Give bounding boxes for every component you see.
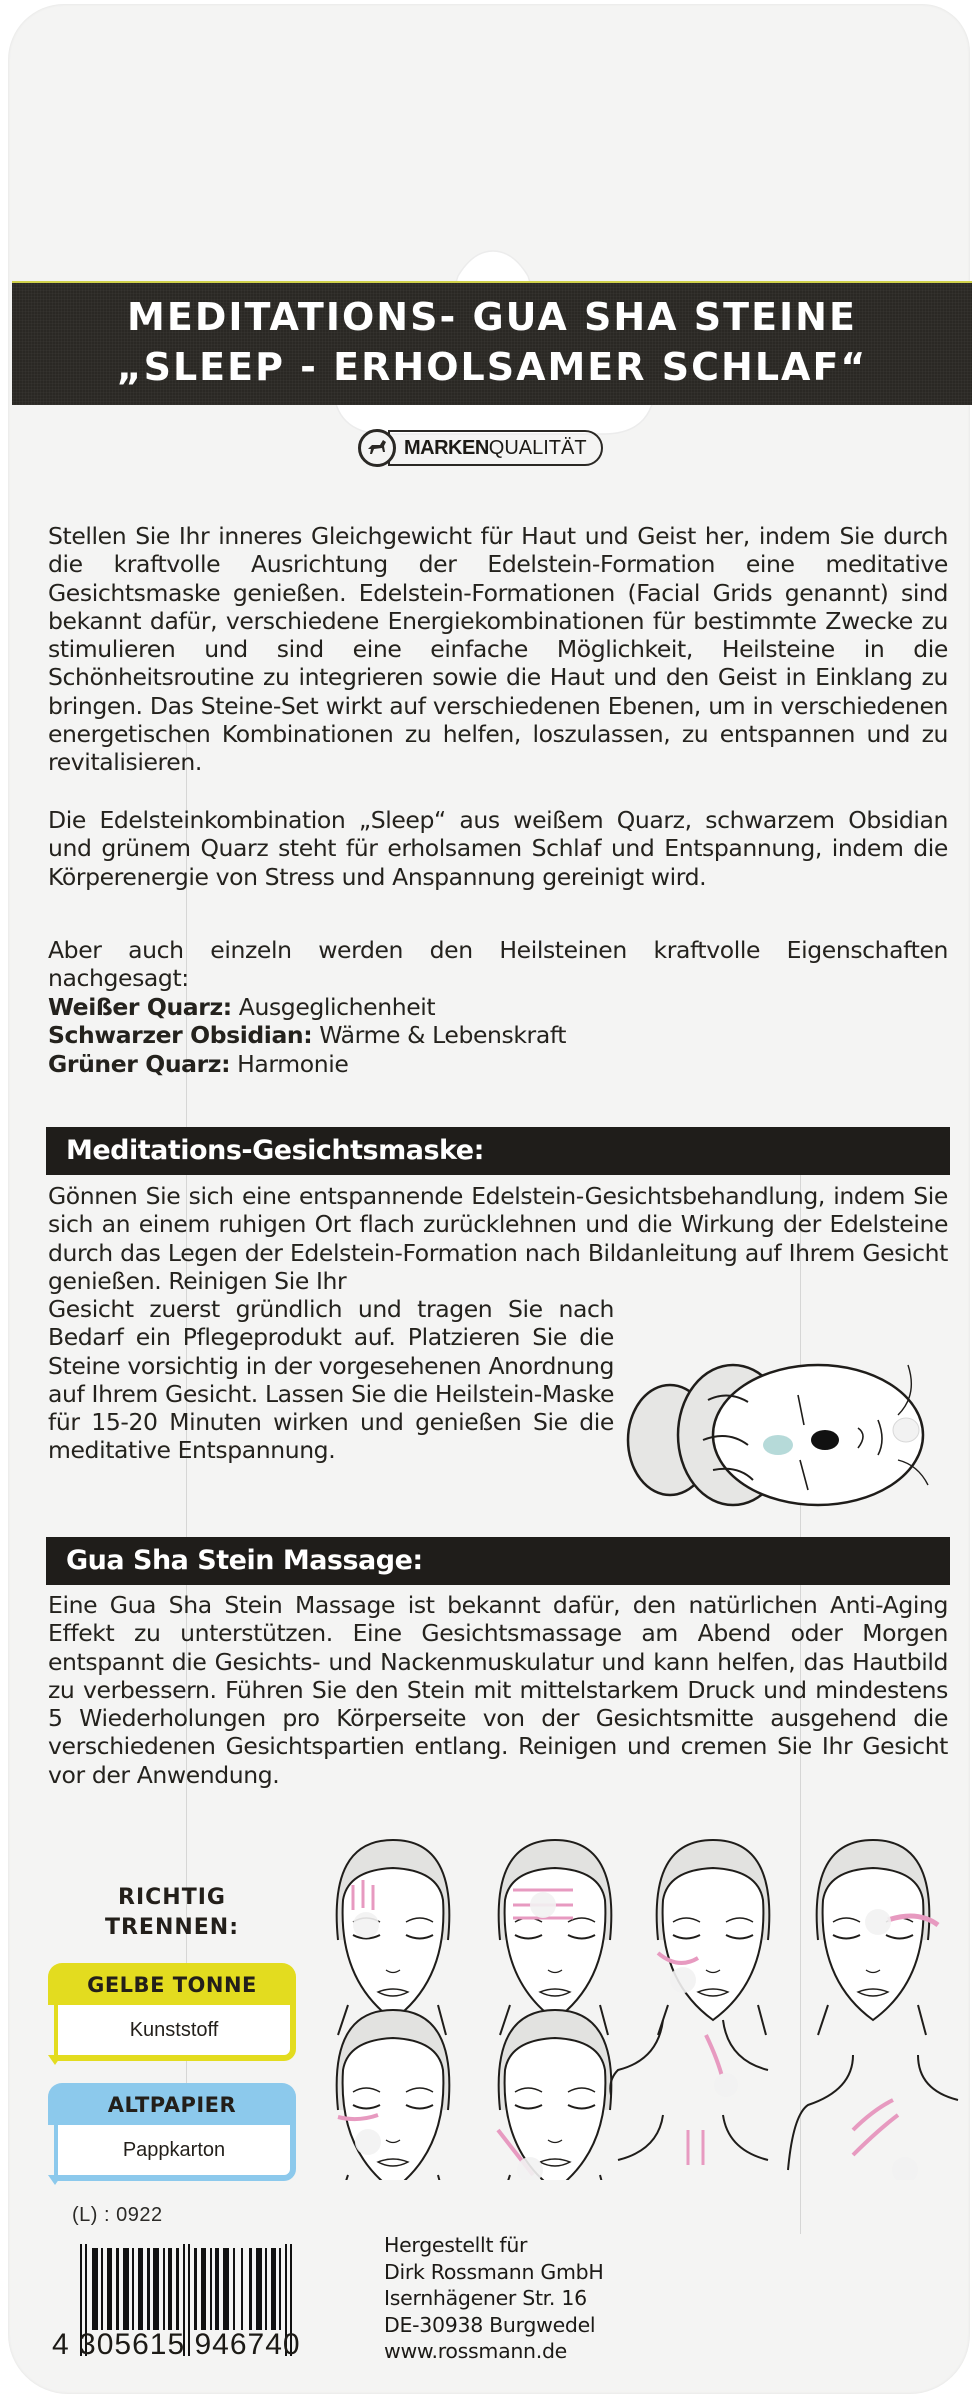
mask-paragraph-narrow bbox=[48, 1295, 614, 1465]
bin-name: ALTPAPIER bbox=[48, 2083, 296, 2125]
mask-text-full: Gönnen Sie sich eine entspannende Edelstein-Gesichtsbehandlung, indem Sie sich an einem ruhigen Ort flach zurücklehnen und die Wirkung der Edelsteine durch das Legen der Edelstein-Formation nach Bildanleitung auf Ihrem Gesicht genießen. Reinigen Sie Ihr bbox=[48, 1182, 948, 1295]
product-title-line-2: „SLEEP - ERHOLSAMER SCHLAF“ bbox=[116, 345, 868, 389]
massage-paragraph bbox=[48, 1591, 948, 1789]
intro-paragraph-2 bbox=[48, 806, 948, 891]
stone-effect: Harmonie bbox=[230, 1049, 349, 1078]
step-1 bbox=[337, 1840, 450, 2035]
logo-wordmark bbox=[388, 430, 603, 466]
step-3 bbox=[657, 1840, 770, 2035]
mask-paragraph-full bbox=[48, 1182, 948, 1295]
step-6 bbox=[498, 2010, 611, 2180]
stone-properties-list bbox=[48, 993, 566, 1078]
website-link: www.rossmann.de bbox=[384, 2339, 567, 2363]
intro-text-1: Stellen Sie Ihr inneres Gleichgewicht für Haut und Geist her, indem Sie durch die kraftvolle Ausrichtung der Edelstein-Formation eine meditative Gesichtsmaske genießen. Edelstein-Formationen (Facial Grids genannt) sind bekannt dafür, verschiedene Energiekombinationen für bestimmte Zwecke zu stimulieren und sind eine einfache Möglichkeit, Heilsteine in die Schönheitsroutine zu integrieren sowie die Haut und den Geist in Einklang zu bringen. Das Steine-Set wirkt auf verschiedenen Ebenen, um in verschiedenen energetischen Kombinationen zu helfen, loszulassen, zu entspannen und zu revitalisieren. bbox=[48, 522, 948, 777]
step-7 bbox=[610, 2020, 768, 2165]
product-title-line-1: MEDITATIONS- GUA SHA STEINE bbox=[127, 295, 857, 339]
section-heading-mask: Meditations-Gesichtsmaske: bbox=[46, 1127, 950, 1175]
lot-code: (L) : 0922 bbox=[72, 2204, 163, 2226]
recycling-title-line-1: RICHTIG bbox=[118, 1885, 226, 1910]
bin-name: GELBE TONNE bbox=[48, 1963, 296, 2005]
barcode-number: 4 305615 946740 bbox=[52, 2328, 301, 2361]
property-item bbox=[48, 993, 566, 1021]
bin-material-box bbox=[54, 2005, 296, 2061]
recycling-title bbox=[92, 1883, 252, 1943]
section-heading-massage: Gua Sha Stein Massage: bbox=[46, 1537, 950, 1585]
stone-name: Grüner Quarz: bbox=[48, 1049, 231, 1078]
logo-regular-text: QUALITÄT bbox=[488, 436, 587, 459]
intro-text-2: Die Edelsteinkombination „Sleep“ aus weißem Quarz, schwarzem Obsidian und grünem Quarz steht für erholsamen Schlaf und Entspannung, indem die Körperenergie von Stress und Anspannung gereinigt wird. bbox=[48, 806, 948, 891]
intro-text-3: Aber auch einzeln werden den Heilsteinen kraftvolle Eigenschaften nachgesagt: bbox=[48, 936, 948, 993]
stone-effect: Ausgeglichenheit bbox=[231, 993, 436, 1021]
recycling-bin-yellow bbox=[48, 1963, 296, 2061]
massage-text: Eine Gua Sha Stein Massage ist bekannt dafür, den natürlichen Anti-Aging Effekt zu unterstützen. Eine Gesichtsmassage am Abend oder Morgen entspannt die Gesichts- und Nackenmuskulatur und kann helfen, das Hautbild zu verbessern. Führen Sie den Stein mit mittelstarkem Druck und mindestens 5 Wiederholungen pro Körperseite von der Gesichtsmitte ausgehend die verschiedenen Gesichtspartien entlang. Reinigen und cremen Sie Ihr Gesicht vor der Anwendung. bbox=[48, 1591, 948, 1789]
stone-effect: Wärme & Lebenskraft bbox=[312, 1021, 567, 1050]
horse-emblem-icon bbox=[358, 429, 396, 467]
step-8 bbox=[788, 2055, 958, 2180]
address-line: Isernhägener Str. 16 bbox=[384, 2286, 587, 2310]
property-item bbox=[48, 1050, 566, 1078]
down-arrow-icon bbox=[48, 2055, 62, 2065]
address-line: Dirk Rossmann GmbH bbox=[384, 2259, 604, 2284]
lying-face-illustration bbox=[608, 1340, 938, 1510]
address-line: Hergestellt für bbox=[384, 2233, 528, 2257]
stone-name: Schwarzer Obsidian: bbox=[48, 1021, 313, 1050]
massage-steps-illustration bbox=[308, 1830, 968, 2180]
address-line: DE-30938 Burgwedel bbox=[384, 2312, 596, 2337]
recycling-title-line-2: TRENNEN: bbox=[104, 1915, 240, 1940]
step-4 bbox=[817, 1840, 938, 2035]
bin-material: Pappkarton bbox=[122, 2139, 226, 2161]
marken-qualitaet-logo bbox=[358, 428, 640, 468]
bin-material: Kunststoff bbox=[129, 2019, 219, 2041]
stone-name: Weißer Quarz: bbox=[48, 993, 232, 1021]
manufacturer-address bbox=[384, 2232, 603, 2365]
intro-paragraph-3 bbox=[48, 936, 948, 993]
bin-material-box bbox=[54, 2125, 296, 2181]
mask-text-narrow: Gesicht zuerst gründlich und tragen Sie nach Bedarf ein Pflegeprodukt auf. Platzieren Sie die Steine vorsichtig in der vorgesehenen Anordnung auf Ihrem Gesicht. Lassen Sie die Heilstein-Maske für 15-20 Minuten wirken und genießen Sie die meditative Entspannung. bbox=[48, 1295, 614, 1465]
step-2 bbox=[499, 1840, 612, 2035]
down-arrow-icon bbox=[48, 2175, 62, 2185]
logo-bold-text: MARKEN bbox=[404, 436, 489, 459]
intro-paragraph-1 bbox=[48, 522, 948, 777]
recycling-bin-paper bbox=[48, 2083, 296, 2181]
title-band bbox=[12, 281, 972, 405]
property-item bbox=[48, 1021, 566, 1049]
step-5 bbox=[337, 2010, 450, 2180]
